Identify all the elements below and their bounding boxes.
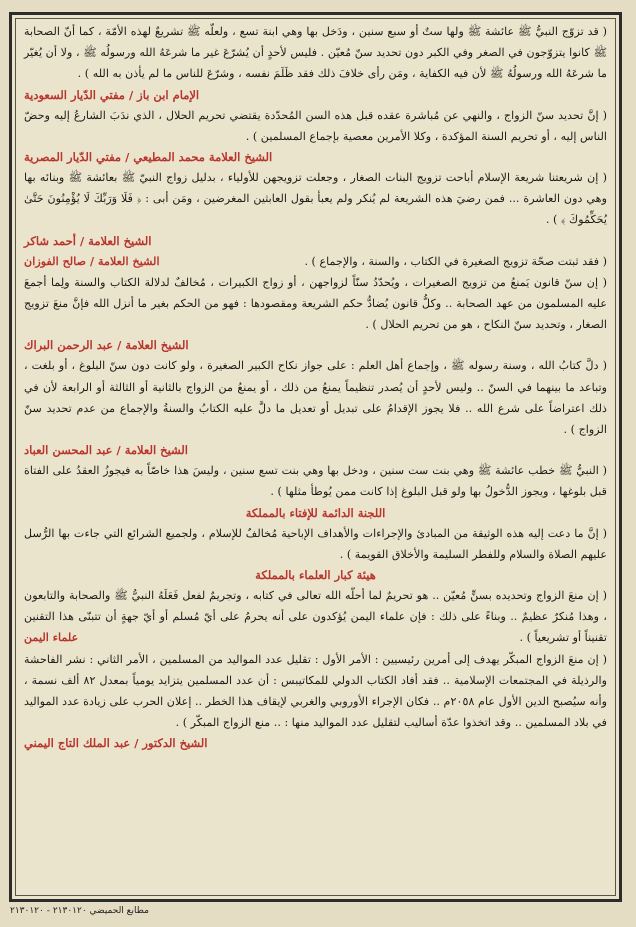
printer-footer: مطابع الحميضي ٢١٣٠١٢٠ - ٢١٣٠١٢٠: [10, 906, 149, 916]
fatwa-content: [24, 21, 607, 893]
scholar-attribution: [24, 147, 607, 167]
quote-paragraph: [24, 251, 607, 272]
quote-text: ( إنَّ تحديد سنّ الزواج ، والنهي عن مُباشرة عقده قبل هذه السن المُحدّدة يقتضي تحريم الحلال ، الذي ندَبَ الشارعُ إليه وحضّ الناس إليه ، أو تحريم السنة المؤكدة ، وكلا الأمرين معصية بإجماع المسلمين ) .: [24, 108, 607, 143]
quote-text: ( إنَّ ما دعت إليه هذه الوثيقة من المبادئ والإجراءات والأهداف الإباحية مُخالفٌ للإسلام ، ولجميع الشرائع التي جاءت بها الرُّسل عليهم الصلاة والسلام وللفطر السليمة والأخلاق القويمة ) .: [24, 526, 607, 561]
scholar-attribution: الشيخ العلامة / صالح الفوزان: [24, 253, 160, 268]
scholar-attribution: [24, 733, 607, 753]
scholar-name: الشيخ الدكتور / عبد الملك التاج اليمني: [24, 736, 208, 751]
scholar-name: الإمام ابن باز / مفتي الدّيار السعودية: [24, 87, 200, 102]
scholar-attribution: [24, 503, 607, 523]
quote-text: ( قد تزوّج النبيُّ ﷺ عائشة ﷺ ولها ستٌ أو سبع سنين ، ودَخل بها وهي ابنة تسع ، ولعلّه ﷺ تشريعٌ لهذه الأمّة ، كما أنّ الصحابة ﷺ كانوا يتزوّجون في الصغر وفي الكبر دون تحديد سنّ مُعيّن . فليس لأحدٍ أن يُشرّعَ غير ما شرعَهُ الله ورسولُه ﷺ ، ولا أن يُغيّر ما شرعَهُ الله ورسولُهُ ﷺ لأن فيه الكفاية ، ومَن رأى خلافَ ذلك فقد ظَلَمَ نفسه ، وشرّعَ للناس ما لم يأذن به الله ) .: [24, 25, 607, 81]
scholar-attribution: [24, 440, 607, 460]
scholar-name: اللجنة الدائمة للإفتاء بالمملكة: [245, 505, 386, 520]
scholar-name: هيئة كبار العلماء بالمملكة: [255, 568, 376, 583]
quote-paragraph: [24, 272, 607, 336]
scholar-name: الشيخ العلامة / أحمد شاكر: [24, 233, 152, 248]
quote-paragraph: [24, 649, 607, 734]
quote-paragraph: [24, 21, 607, 85]
quote-text: ( إن منعَ الزواج وتحديده بسنٍّ مُعيّن .. هو تحريمٌ لما أحلّه الله تعالى في كتابه ، وتجريمٌ لفعل فَعَلَهُ النبيُّ ﷺ والصحابة والتابعون ، وهذا مُنكرٌ عظيمٌ .. وبناءً على ذلك : فإن علماء اليمن يُؤكدون على أنه يحرمُ على أيّ مُسلم أو أيّ جهةٍ أن تتبنّى هذا التقنين تقنيناً أو تشريعياً ) .: [24, 589, 607, 645]
scholar-attribution: [24, 231, 607, 251]
quote-text: ( فقد ثبتت صحّة تزويج الصغيرة في الكتاب ، والسنة ، والإجماع ) .: [304, 254, 607, 268]
scholar-name: الشيخ العلامة / عبد الرحمن البراك: [24, 338, 189, 353]
scholar-name: الشيخ العلامة محمد المطيعي / مفتي الدّيار المصرية: [24, 150, 273, 165]
quote-text: ( دلَّ كتابُ الله ، وسنة رسوله ﷺ ، وإجماع أهل العلم : على جواز نكاح الكبير الصغيرة ، ولو كانت دون سنّ البلوغ ، أو بلغت ، وتباعد ما بينهما في السنّ .. وليس لأحدٍ أن يُصدر تنظيماً يمنعُ من ذلك ، أو يمنعُ من الزواج بالثانية أو الثالثة أو الرابعة لأن في ذلك اعتراضاً على شرع الله .. فلا يجوز الإقدامُ على تبديل أو تعديل ما دلَّ عليه الكتابُ والسنةُ والإجماع من عدم تحديد سنّ الزواج ) .: [24, 359, 607, 437]
quote-paragraph: [24, 523, 607, 565]
scholar-attribution: [24, 85, 607, 105]
scholar-attribution: [24, 335, 607, 355]
scholar-attribution: علماء اليمن: [24, 630, 79, 645]
quote-paragraph: [24, 460, 607, 502]
quote-paragraph: [24, 105, 607, 147]
quote-text: ( إن منعَ الزواج المبكّر يهدف إلى أمرين رئيسيين : الأمر الأول : تقليل عدد المواليد من المسلمين ، الأمر الثاني : نشر الفاحشة والرذيلة في المجتمعات الإسلامية .. فقد أفاد الكتاب الدولي للمكاتيبس : أن عدد المسلمين يتزايد يومياً بمعدل ٨٢ ألف نسمة ، وأنه سيُصبح الدين الأول عام ٢٠٥٨م .. فكان الإجراء الأوروبي والغربي لإيقاف هذا الخطر .. إعلان الحرب على زيادة عدد المواليد في بلاد المسلمين .. وقد اتخذوا عدّة أساليب لتقليل عدد المواليد منها : .. منع الزواج المبكّر ) .: [24, 652, 607, 730]
quote-paragraph: [24, 585, 607, 649]
page-frame: [9, 12, 622, 902]
quote-paragraph: [24, 167, 607, 231]
quote-text: ( إن شريعتنا شريعة الإسلام أباحت تزويج البنات الصغار ، وجعلت تزويجهن للأولياء ، بدليل زواج النبيّ ﷺ بعائشة ﷺ وبنائه بها وهي دون العاشرة ... فمن رضيَ هذه الشريعة لم يُنكر ولم يعبأ بقول العابثين المغرضين ، ومَن أبى : ﴿ فَلَا وَرَبِّكَ لَا يُؤْمِنُونَ حَتَّىٰ يُحَكِّمُوكَ ﴾ ) .: [24, 171, 607, 227]
scholar-attribution: [24, 565, 607, 585]
quote-text: ( النبيُّ ﷺ خطب عائشة ﷺ وهي بنت ست سنين ، ودخل بها وهي بنت تسع سنين ، وليسَ هذا خاصّاً به فيجوزُ العقدُ على الفتاة قبل بلوغها ، ويجوز الدُّخولُ بها ولو قبل البلوغ إذا كانت ممن يُوطأ مثلها ) .: [24, 464, 607, 499]
quote-paragraph: [24, 355, 607, 440]
scholar-name: الشيخ العلامة / عبد المحسن العباد: [24, 443, 188, 458]
quote-text: ( إن سنّ قانون يَمنعُ من تزويج الصغيرات ، ويُحدّدُ سنّاً لزواجهن ، أو زواج الكبيرات ، مُخالفٌ لدلالة الكتاب والسنة ولِما أجمعَ عليه المسلمون من عهد الصحابة .. وكلُّ قانون يُضادُّ حكم الشريعة ومقصودها : فهو من الحكم بغير ما أنزل الله فإنَّ منعَ تزويج الصغار ، وتحديد سنّ النكاح ، هو من تحريم الحلال ) .: [24, 275, 607, 332]
